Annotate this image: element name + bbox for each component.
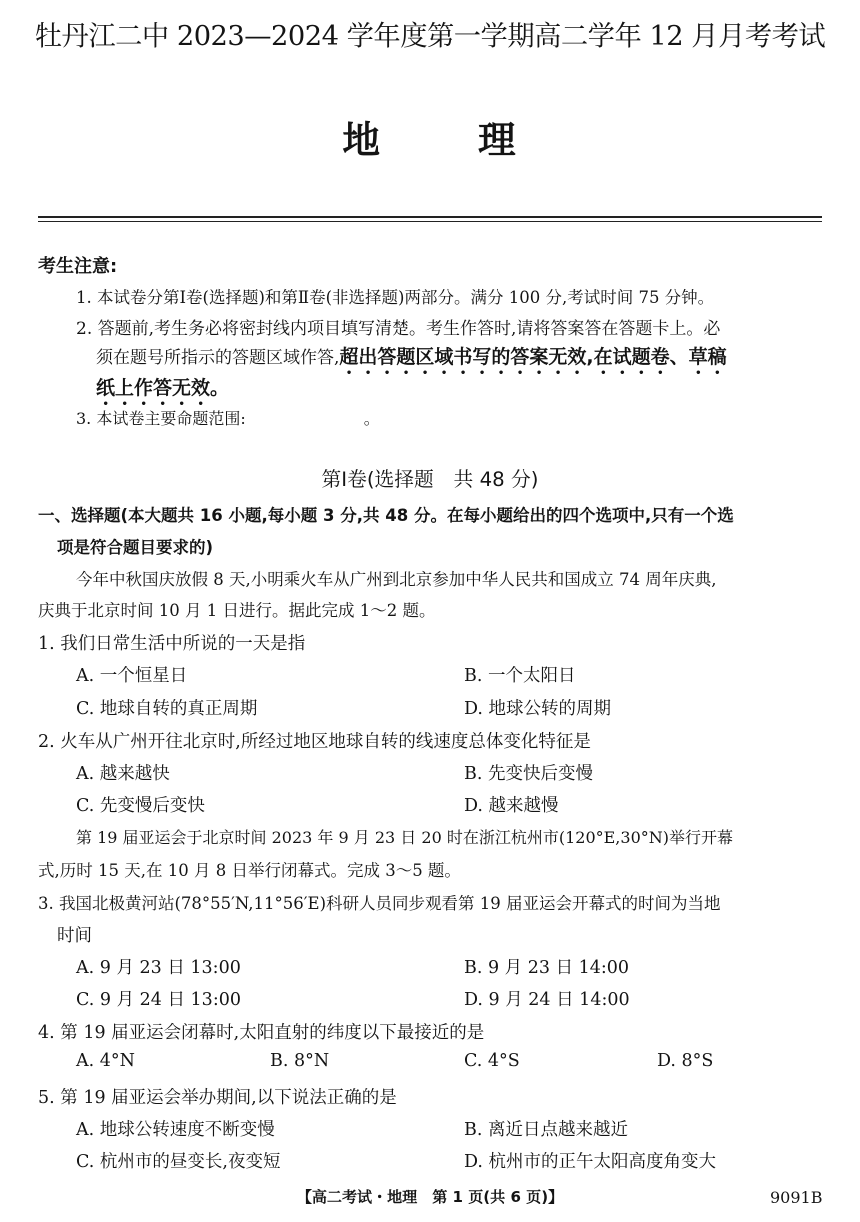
subject-title <box>0 110 860 164</box>
question-5-option-c: C. 杭州市的昼变长,夜变短 <box>76 1152 281 1172</box>
question-4-option-c: C. 4°S <box>464 1051 520 1071</box>
question-3-stem-line-2: 时间 <box>57 926 92 946</box>
question-5-option-d: D. 杭州市的正午太阳高度角变大 <box>464 1152 717 1172</box>
header-divider-thin <box>38 221 822 222</box>
question-1-option-c: C. 地球自转的真正周期 <box>76 699 258 719</box>
question-1-stem: 1. 我们日常生活中所说的一天是指 <box>38 634 306 654</box>
question-3-stem-line-1: 3. 我国北极黄河站(78°55′N,11°56′E)科研人员同步观看第 19 届亚运会开幕式的时间为当地 <box>38 894 721 913</box>
notice-item-2-line-1: 2. 答题前,考生务必将密封线内项目填写清楚。考生作答时,请将答案答在答题卡上。必 <box>76 319 721 339</box>
notice-item-3-end: 。 <box>363 409 380 428</box>
question-2-stem: 2. 火车从广州开往北京时,所经过地区地球自转的线速度总体变化特征是 <box>38 732 591 752</box>
notice-item-2-line-3: 纸上作答无效。 <box>96 377 230 399</box>
notice-item-1: 1. 本试卷分第Ⅰ卷(选择题)和第Ⅱ卷(非选择题)两部分。满分 100 分,考试时间 75 分钟。 <box>76 288 715 307</box>
question-5-stem: 5. 第 19 届亚运会举办期间,以下说法正确的是 <box>38 1088 397 1108</box>
notice-item-3-text: 3. 本试卷主要命题范围: <box>76 409 246 428</box>
question-1-option-d: D. 地球公转的周期 <box>464 699 612 719</box>
header-divider-thick <box>38 216 822 218</box>
notice-item-2-emphasis: 超出答题区域书写的答案无效,在试题卷、草稿 <box>339 346 727 368</box>
notice-item-3 <box>76 406 380 429</box>
question-2-option-b: B. 先变快后变慢 <box>464 764 593 784</box>
notice-heading: 考生注意: <box>38 256 118 277</box>
subject-char-2: 理 <box>478 118 518 162</box>
question-3-option-d: D. 9 月 24 日 14:00 <box>464 990 630 1010</box>
question-4-option-b: B. 8°N <box>270 1051 330 1071</box>
passage-2-line-1: 第 19 届亚运会于北京时间 2023 年 9 月 23 日 20 时在浙江杭州市(120°E,30°N)举行开幕 <box>76 828 733 847</box>
question-3-option-a: A. 9 月 23 日 13:00 <box>76 958 241 978</box>
subject-char-1: 地 <box>342 118 382 162</box>
part1-instruction-line-2: 项是符合题目要求的) <box>57 538 214 557</box>
passage-2-line-2: 式,历时 15 天,在 10 月 8 日举行闭幕式。完成 3～5 题。 <box>38 861 461 880</box>
question-4-option-a: A. 4°N <box>76 1051 135 1071</box>
question-2-option-c: C. 先变慢后变快 <box>76 796 205 816</box>
passage-1-line-2: 庆典于北京时间 10 月 1 日进行。据此完成 1～2 题。 <box>38 601 436 620</box>
question-2-option-a: A. 越来越快 <box>76 764 170 784</box>
section-title: 第Ⅰ卷(选择题 共 48 分) <box>321 468 539 491</box>
question-1-option-a: A. 一个恒星日 <box>76 666 188 686</box>
question-4-stem: 4. 第 19 届亚运会闭幕时,太阳直射的纬度以下最接近的是 <box>38 1023 485 1043</box>
question-3-option-b: B. 9 月 23 日 14:00 <box>464 958 630 978</box>
footer-page-info: 【高二考试・地理 第 1 页(共 6 页)】 <box>296 1188 564 1206</box>
footer-code: 9091B <box>770 1188 823 1207</box>
question-2-option-d: D. 越来越慢 <box>464 796 559 816</box>
question-3-option-c: C. 9 月 24 日 13:00 <box>76 990 241 1010</box>
part1-instruction-line-1: 一、选择题(本大题共 16 小题,每小题 3 分,共 48 分。在每小题给出的四个选项中,只有一个选 <box>38 506 734 525</box>
passage-1-line-1: 今年中秋国庆放假 8 天,小明乘火车从广州到北京参加中华人民共和国成立 74 周年庆典, <box>76 570 717 589</box>
question-1-option-b: B. 一个太阳日 <box>464 666 576 686</box>
question-5-option-b: B. 离近日点越来越近 <box>464 1120 628 1140</box>
notice-item-2-plain: 须在题号所指示的答题区域作答, <box>96 348 340 368</box>
question-4-option-d: D. 8°S <box>657 1051 714 1071</box>
exam-title: 牡丹江二中 2023—2024 学年度第一学期高二学年 12 月月考考试 <box>34 21 826 52</box>
question-5-option-a: A. 地球公转速度不断变慢 <box>76 1120 275 1140</box>
